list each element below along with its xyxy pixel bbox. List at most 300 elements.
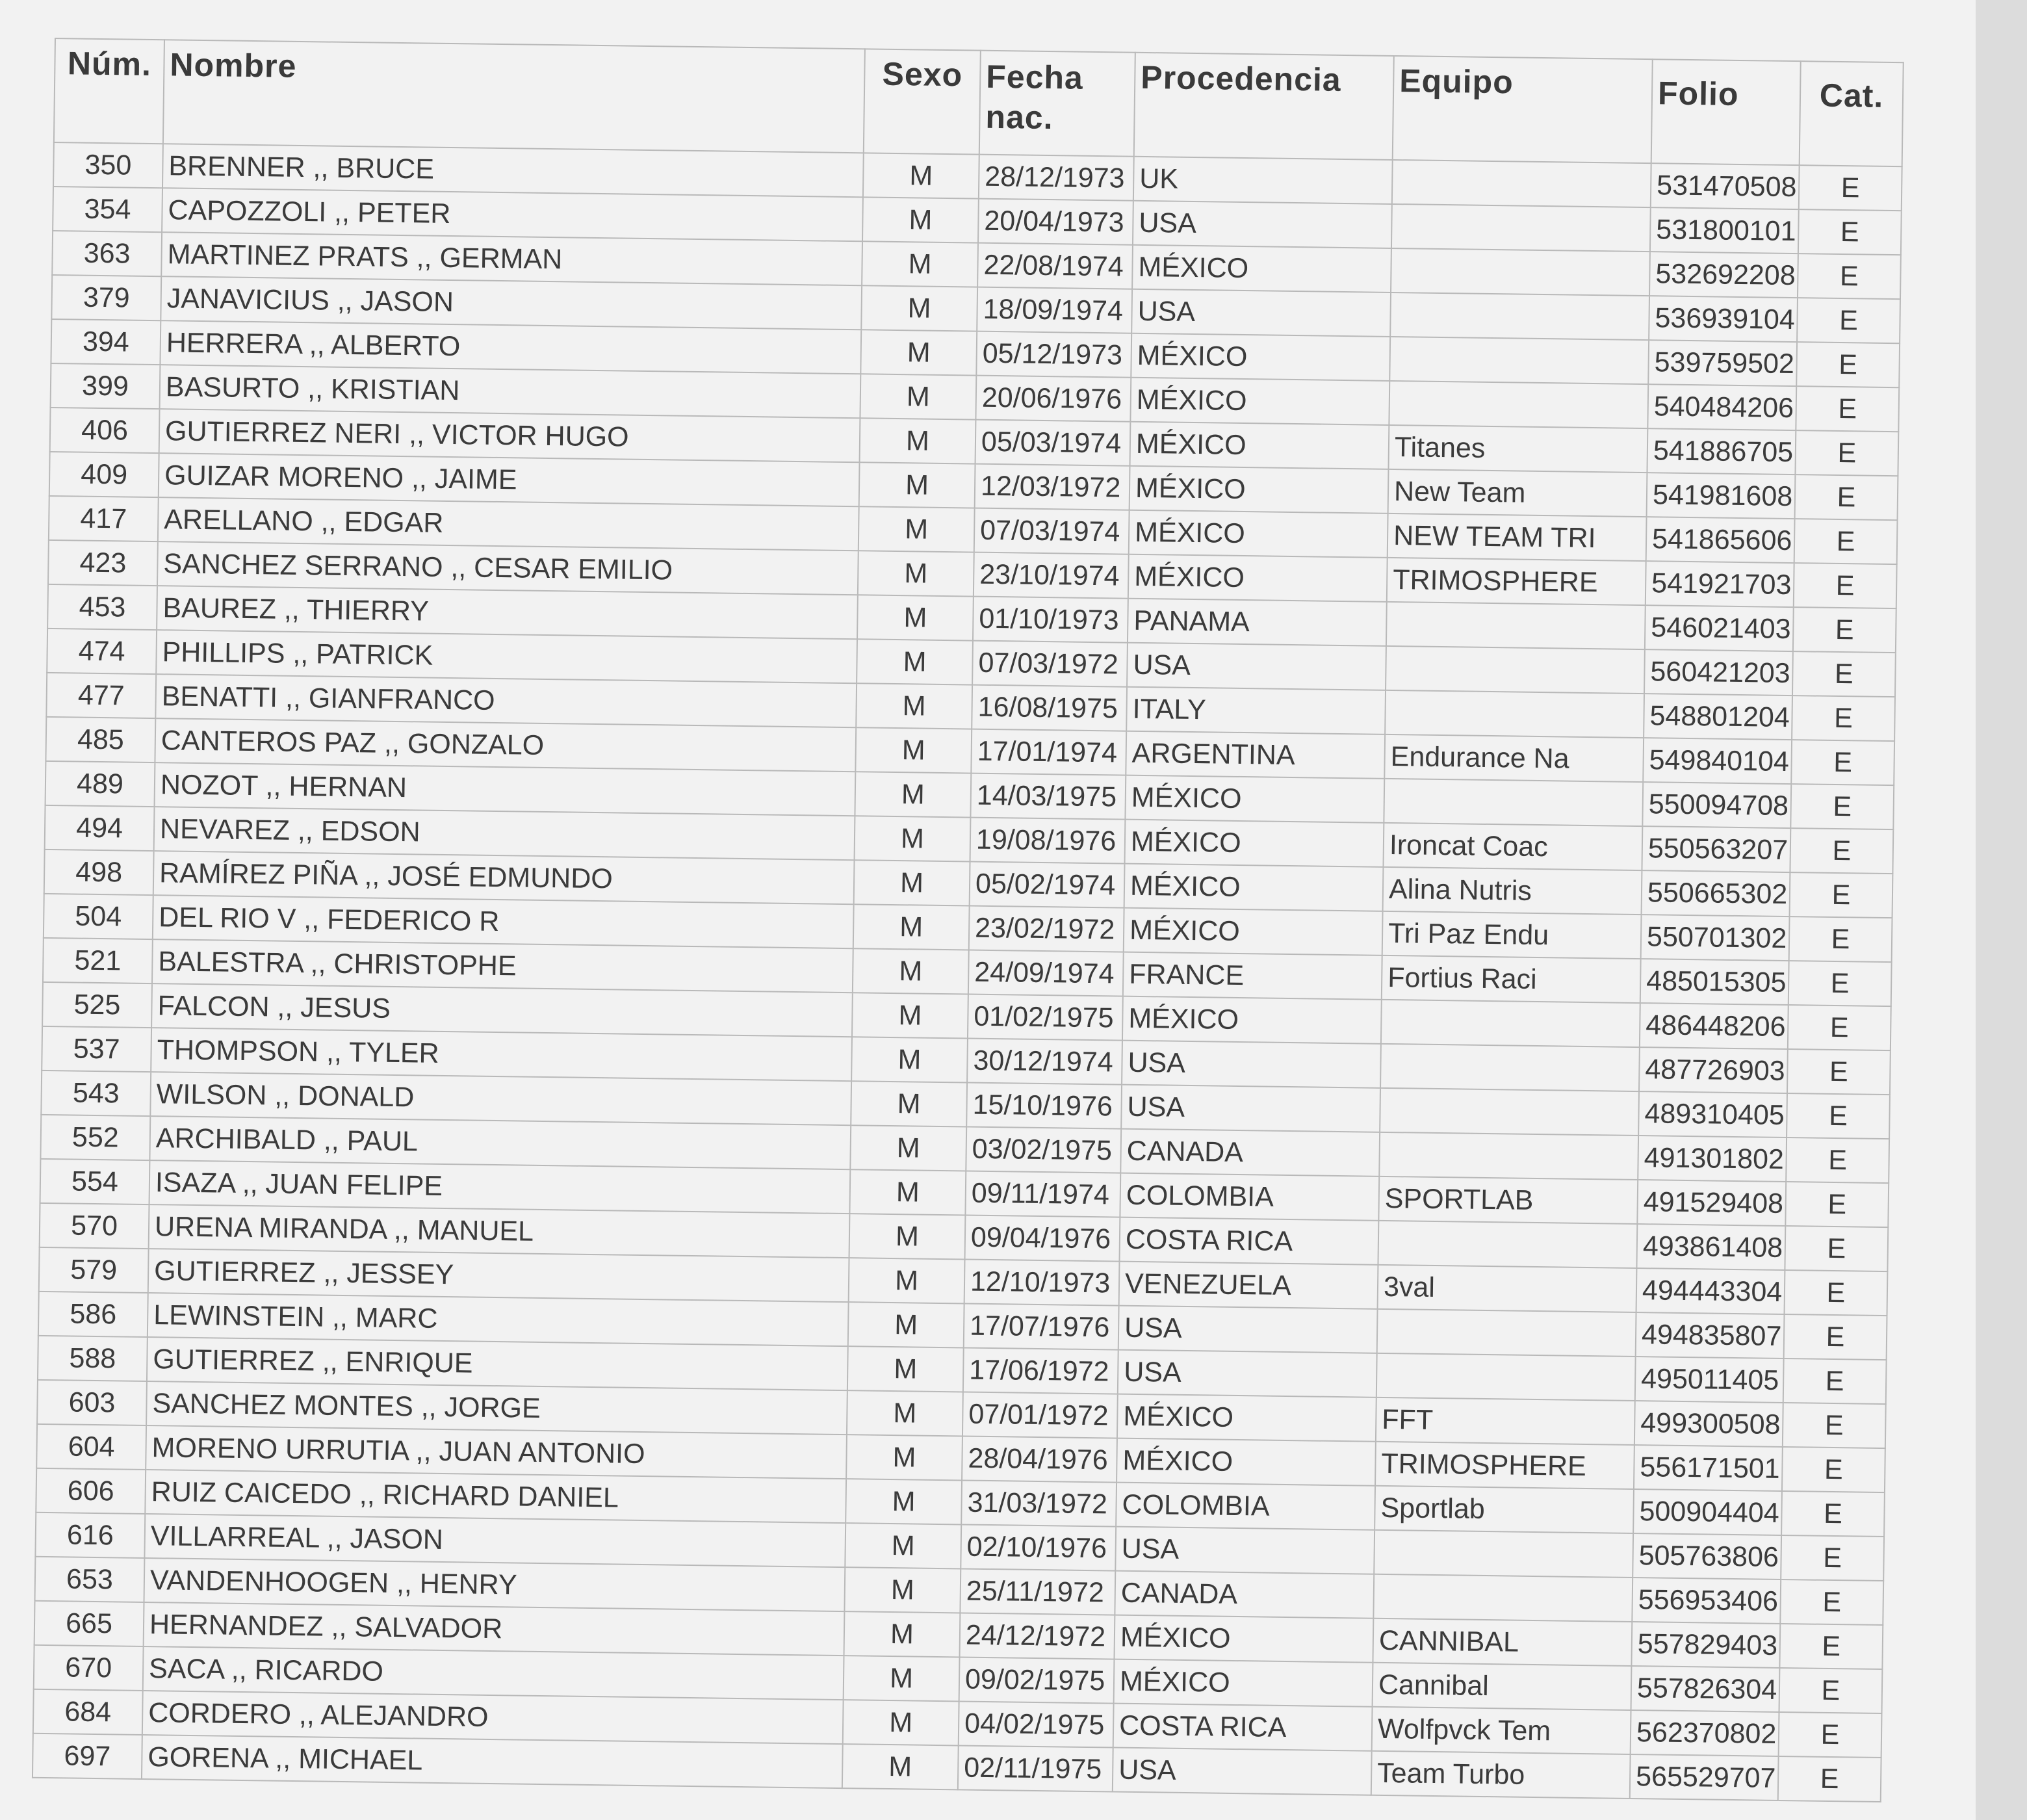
cell-cat: E (1782, 1447, 1885, 1492)
cell-fecha: 09/11/1974 (965, 1171, 1120, 1217)
cell-cat: E (1785, 1182, 1889, 1227)
cell-equipo (1392, 160, 1651, 207)
cell-equipo (1386, 646, 1645, 694)
cell-sexo: M (850, 1125, 966, 1171)
cell-procedencia: USA (1131, 289, 1391, 337)
cell-num: 489 (45, 761, 155, 807)
cell-nombre: NEVAREZ ,, EDSON (154, 807, 855, 860)
cell-num: 363 (52, 231, 162, 276)
cell-cat: E (1788, 961, 1892, 1006)
cell-num: 554 (40, 1159, 150, 1204)
cell-sexo: M (844, 1567, 961, 1613)
cell-nombre: VANDENHOOGEN ,, HENRY (144, 1558, 846, 1611)
cell-folio: 540484206 (1647, 384, 1796, 430)
cell-fecha: 20/04/1973 (978, 199, 1133, 245)
cell-procedencia: ARGENTINA (1126, 731, 1385, 779)
cell-num: 684 (33, 1689, 143, 1735)
cell-procedencia: COLOMBIA (1120, 1173, 1379, 1221)
cell-folio: 487726903 (1639, 1047, 1788, 1093)
cell-procedencia: CANADA (1115, 1571, 1374, 1618)
cell-fecha: 01/02/1975 (968, 994, 1123, 1041)
cell-nombre: GUTIERREZ ,, ENRIQUE (147, 1337, 848, 1390)
cell-sexo: M (848, 1302, 964, 1347)
cell-procedencia: USA (1115, 1527, 1375, 1574)
cell-folio: 494835807 (1636, 1312, 1785, 1358)
cell-num: 525 (42, 982, 152, 1028)
cell-fecha: 25/11/1972 (960, 1568, 1115, 1615)
cell-sexo: M (849, 1214, 966, 1259)
cell-fecha: 17/07/1976 (964, 1303, 1119, 1349)
header-sexo: Sexo (864, 49, 981, 154)
cell-cat: E (1799, 165, 1902, 211)
cell-folio: 493861408 (1636, 1224, 1785, 1270)
cell-num: 537 (42, 1026, 151, 1072)
cell-cat: E (1790, 872, 1893, 918)
cell-procedencia: MÉXICO (1114, 1615, 1373, 1663)
cell-sexo: M (854, 860, 970, 905)
header-fecha: Fecha nac. (979, 51, 1135, 157)
cell-num: 394 (51, 319, 161, 365)
cell-equipo (1378, 1221, 1637, 1268)
cell-folio: 489310405 (1638, 1091, 1787, 1138)
cell-equipo (1373, 1574, 1633, 1622)
cell-cat: E (1785, 1226, 1888, 1271)
cell-nombre: JANAVICIUS ,, JASON (161, 276, 862, 330)
cell-equipo (1379, 1132, 1638, 1180)
cell-sexo: M (860, 330, 977, 375)
cell-sexo: M (862, 241, 978, 287)
cell-procedencia: USA (1127, 643, 1386, 690)
cell-fecha: 22/08/1974 (977, 243, 1133, 289)
cell-fecha: 14/03/1975 (970, 774, 1126, 820)
cell-procedencia: MÉXICO (1131, 333, 1390, 381)
cell-num: 588 (38, 1336, 148, 1381)
cell-nombre: WILSON ,, DONALD (150, 1072, 851, 1125)
cell-sexo: M (858, 551, 974, 596)
cell-procedencia: MÉXICO (1129, 510, 1388, 558)
cell-equipo (1390, 292, 1649, 340)
cell-fecha: 04/02/1975 (959, 1701, 1114, 1747)
header-equipo: Equipo (1393, 56, 1653, 163)
cell-procedencia: COLOMBIA (1116, 1483, 1375, 1530)
cell-sexo: M (851, 1037, 968, 1082)
cell-procedencia: PANAMA (1128, 599, 1387, 646)
cell-procedencia: MÉXICO (1124, 864, 1384, 911)
cell-procedencia: USA (1118, 1350, 1377, 1398)
cell-cat: E (1798, 254, 1901, 299)
cell-fecha: 15/10/1976 (966, 1083, 1122, 1129)
cell-nombre: HERNANDEZ ,, SALVADOR (144, 1602, 845, 1656)
cell-cat: E (1781, 1535, 1884, 1581)
cell-cat: E (1783, 1403, 1886, 1448)
header-procedencia: Procedencia (1134, 53, 1394, 160)
cell-folio: 485015305 (1640, 959, 1789, 1005)
cell-sexo: M (855, 816, 971, 861)
cell-num: 670 (34, 1645, 144, 1691)
table-body (32, 142, 1902, 1802)
cell-fecha: 07/03/1972 (972, 641, 1128, 687)
cell-folio: 550701302 (1641, 915, 1790, 961)
cell-num: 603 (37, 1380, 147, 1425)
cell-nombre: SANCHEZ MONTES ,, JORGE (146, 1381, 847, 1435)
cell-sexo: M (846, 1435, 962, 1480)
cell-fecha: 03/02/1975 (966, 1127, 1121, 1173)
cell-sexo: M (852, 993, 968, 1038)
cell-folio: 541981608 (1647, 473, 1796, 519)
cell-equipo: Team Turbo (1371, 1751, 1631, 1799)
cell-nombre: FALCON ,, JESUS (151, 983, 853, 1037)
cell-sexo: M (849, 1258, 965, 1303)
cell-sexo: M (857, 595, 974, 640)
cell-cat: E (1791, 740, 1894, 785)
cell-equipo: 3val (1378, 1265, 1637, 1312)
cell-fecha: 09/02/1975 (959, 1657, 1115, 1703)
cell-cat: E (1794, 519, 1898, 564)
cell-procedencia: MÉXICO (1117, 1394, 1376, 1442)
cell-nombre: URENA MIRANDA ,, MANUEL (149, 1204, 850, 1258)
cell-cat: E (1787, 1049, 1891, 1095)
cell-fecha: 09/04/1976 (965, 1215, 1120, 1261)
cell-fecha: 16/08/1975 (972, 685, 1127, 731)
cell-equipo: CANNIBAL (1373, 1618, 1632, 1666)
cell-folio: 505763806 (1633, 1533, 1781, 1580)
cell-equipo (1377, 1309, 1636, 1357)
cell-procedencia: UK (1133, 157, 1393, 204)
cell-equipo: New Team (1388, 469, 1647, 517)
cell-folio: 532692208 (1649, 252, 1798, 298)
cell-sexo: M (859, 506, 975, 552)
cell-procedencia: COSTA RICA (1113, 1704, 1373, 1751)
cell-nombre: CAPOZZOLI ,, PETER (162, 188, 863, 241)
cell-nombre: GUTIERREZ NERI ,, VICTOR HUGO (159, 409, 860, 462)
cell-num: 379 (51, 275, 161, 320)
cell-nombre: MARTINEZ PRATS ,, GERMAN (161, 232, 862, 285)
cell-folio: 562370802 (1631, 1710, 1779, 1756)
cell-procedencia: MÉXICO (1128, 554, 1388, 602)
cell-folio: 541865606 (1646, 517, 1795, 563)
cell-nombre: GORENA ,, MICHAEL (142, 1735, 843, 1788)
cell-fecha: 07/03/1974 (974, 508, 1130, 554)
cell-procedencia: USA (1122, 1041, 1381, 1088)
cell-num: 665 (34, 1601, 144, 1646)
cell-equipo (1384, 779, 1643, 826)
cell-equipo: Endurance Na (1384, 734, 1644, 782)
cell-sexo: M (846, 1479, 962, 1524)
cell-fecha: 05/03/1974 (975, 420, 1131, 466)
cell-sexo: M (859, 462, 975, 508)
cell-folio: 500904404 (1633, 1489, 1782, 1535)
cell-folio: 550563207 (1642, 826, 1790, 872)
cell-num: 521 (43, 938, 153, 983)
cell-num: 477 (46, 673, 156, 718)
cell-folio: 548801204 (1644, 694, 1792, 740)
cell-nombre: VILLARREAL ,, JASON (144, 1514, 846, 1567)
cell-fecha: 05/12/1973 (976, 332, 1131, 378)
cell-equipo (1380, 1088, 1639, 1136)
cell-folio: 541921703 (1646, 561, 1794, 607)
cell-equipo: FFT (1376, 1398, 1635, 1445)
cell-folio: 565529707 (1630, 1754, 1779, 1800)
cell-nombre: BAUREZ ,, THIERRY (157, 586, 858, 639)
document-page (32, 38, 1904, 1802)
cell-sexo: M (855, 772, 971, 817)
cell-fecha: 02/11/1975 (958, 1745, 1113, 1791)
cell-cat: E (1780, 1580, 1883, 1625)
cell-procedencia: USA (1133, 201, 1392, 248)
cell-fecha: 31/03/1972 (961, 1480, 1117, 1526)
cell-fecha: 30/12/1974 (967, 1039, 1122, 1085)
cell-num: 354 (53, 187, 162, 232)
cell-num: 616 (35, 1513, 145, 1558)
cell-nombre: ISAZA ,, JUAN FELIPE (149, 1160, 851, 1214)
cell-folio: 550094708 (1642, 782, 1791, 828)
cell-nombre: MORENO URRUTIA ,, JUAN ANTONIO (146, 1425, 847, 1479)
cell-cat: E (1785, 1270, 1888, 1316)
cell-nombre: PHILLIPS ,, PATRICK (156, 630, 857, 683)
cell-cat: E (1795, 430, 1898, 476)
cell-equipo: Alina Nutris (1383, 867, 1642, 915)
cell-sexo: M (853, 948, 969, 994)
cell-nombre: SANCHEZ SERRANO ,, CESAR EMILIO (157, 541, 859, 595)
cell-sexo: M (844, 1656, 960, 1701)
cell-fecha: 19/08/1976 (970, 818, 1126, 864)
cell-equipo (1389, 337, 1649, 384)
cell-sexo: M (860, 374, 976, 419)
cell-num: 606 (36, 1468, 146, 1514)
cell-num: 485 (45, 717, 155, 762)
cell-procedencia: ITALY (1126, 687, 1386, 734)
cell-folio: 531800101 (1650, 207, 1799, 254)
cell-sexo: M (863, 153, 979, 198)
cell-folio: 536939104 (1649, 296, 1798, 342)
cell-folio: 491301802 (1638, 1136, 1787, 1182)
cell-num: 406 (50, 408, 160, 453)
cell-cat: E (1779, 1624, 1883, 1669)
participants-table (32, 38, 1904, 1802)
cell-sexo: M (844, 1611, 961, 1657)
cell-procedencia: MÉXICO (1122, 996, 1382, 1044)
cell-folio: 557826304 (1631, 1666, 1780, 1712)
cell-procedencia: MÉXICO (1132, 245, 1391, 292)
cell-folio: 560421203 (1644, 649, 1793, 696)
header-num: Núm. (54, 38, 164, 144)
cell-nombre: GUTIERREZ ,, JESSEY (148, 1249, 849, 1302)
cell-cat: E (1790, 828, 1893, 874)
cell-num: 697 (32, 1734, 142, 1779)
cell-equipo (1389, 381, 1648, 428)
cell-equipo: NEW TEAM TRI (1388, 514, 1647, 561)
cell-sexo: M (860, 418, 976, 463)
cell-cat: E (1786, 1138, 1889, 1183)
cell-num: 570 (40, 1203, 149, 1249)
cell-nombre: THOMPSON ,, TYLER (151, 1028, 852, 1081)
cell-nombre: HERRERA ,, ALBERTO (160, 320, 861, 374)
cell-sexo: M (856, 683, 972, 729)
cell-nombre: ARELLANO ,, EDGAR (158, 497, 859, 551)
cell-equipo: Cannibal (1373, 1663, 1632, 1710)
cell-nombre: BASURTO ,, KRISTIAN (160, 365, 861, 418)
cell-folio: 491529408 (1637, 1180, 1786, 1226)
cell-num: 423 (48, 540, 158, 586)
cell-cat: E (1792, 651, 1896, 697)
cell-cat: E (1797, 298, 1900, 343)
cell-equipo: Tri Paz Endu (1382, 911, 1642, 959)
cell-sexo: M (842, 1744, 959, 1789)
cell-num: 586 (38, 1292, 148, 1337)
cell-cat: E (1788, 1005, 1891, 1050)
cell-sexo: M (851, 1081, 967, 1126)
cell-folio: 499300508 (1634, 1401, 1783, 1447)
cell-nombre: CANTEROS PAZ ,, GONZALO (155, 718, 856, 772)
cell-cat: E (1790, 784, 1894, 829)
cell-sexo: M (845, 1523, 961, 1568)
cell-fecha: 28/12/1973 (979, 155, 1134, 201)
cell-fecha: 07/01/1972 (962, 1392, 1118, 1438)
cell-nombre: BENATTI ,, GIANFRANCO (155, 674, 857, 727)
cell-folio: 539759502 (1648, 340, 1797, 386)
cell-equipo: Titanes (1388, 425, 1647, 473)
cell-equipo (1391, 248, 1650, 296)
cell-procedencia: FRANCE (1123, 952, 1382, 1000)
cell-nombre: DEL RIO V ,, FEDERICO R (153, 895, 854, 948)
cell-sexo: M (847, 1346, 964, 1392)
cell-folio: 486448206 (1640, 1003, 1788, 1049)
cell-cat: E (1778, 1756, 1881, 1802)
cell-cat: E (1781, 1491, 1885, 1537)
cell-num: 543 (41, 1071, 151, 1116)
cell-equipo (1381, 1000, 1640, 1047)
cell-sexo: M (857, 639, 973, 684)
cell-num: 409 (49, 452, 159, 497)
cell-nombre: CORDERO ,, ALEJANDRO (142, 1691, 844, 1744)
cell-num: 399 (51, 363, 161, 409)
cell-nombre: ARCHIBALD ,, PAUL (149, 1116, 851, 1169)
cell-sexo: M (861, 285, 977, 331)
cell-nombre: RAMÍREZ PIÑA ,, JOSÉ EDMUNDO (153, 851, 855, 904)
cell-nombre: SACA ,, RICARDO (143, 1646, 844, 1700)
cell-sexo: M (855, 727, 972, 773)
cell-fecha: 23/02/1972 (969, 906, 1124, 952)
cell-sexo: M (843, 1700, 959, 1745)
cell-folio: 557829403 (1631, 1622, 1780, 1668)
cell-fecha: 12/03/1972 (975, 464, 1130, 510)
cell-fecha: 24/12/1972 (960, 1613, 1115, 1659)
cell-fecha: 24/09/1974 (968, 950, 1124, 996)
cell-procedencia: CANADA (1120, 1129, 1380, 1176)
cell-num: 453 (47, 584, 157, 630)
cell-fecha: 12/10/1973 (964, 1259, 1120, 1305)
cell-nombre: BALESTRA ,, CHRISTOPHE (152, 939, 853, 993)
cell-fecha: 28/04/1976 (962, 1436, 1117, 1482)
cell-procedencia: USA (1121, 1085, 1380, 1132)
cell-equipo: SPORTLAB (1378, 1176, 1638, 1224)
cell-procedencia: MÉXICO (1130, 466, 1389, 514)
cell-num: 498 (44, 850, 154, 895)
cell-cat: E (1789, 916, 1892, 962)
cell-equipo (1376, 1353, 1636, 1401)
cell-folio: 495011405 (1635, 1357, 1784, 1403)
cell-cat: E (1795, 474, 1898, 520)
cell-cat: E (1787, 1093, 1890, 1139)
cell-fecha: 01/10/1973 (973, 597, 1128, 643)
cell-fecha: 05/02/1974 (970, 862, 1125, 908)
cell-procedencia: USA (1118, 1306, 1378, 1353)
cell-fecha: 18/09/1974 (977, 287, 1132, 333)
cell-equipo: TRIMOSPHERE (1375, 1442, 1634, 1489)
cell-folio: 549840104 (1643, 738, 1792, 784)
header-folio: Folio (1651, 59, 1801, 165)
cell-equipo (1380, 1044, 1640, 1091)
cell-fecha: 23/10/1974 (974, 552, 1129, 599)
cell-cat: E (1779, 1668, 1883, 1713)
cell-fecha: 02/10/1976 (961, 1524, 1116, 1570)
cell-equipo (1391, 204, 1651, 252)
cell-num: 504 (44, 894, 153, 939)
cell-sexo: M (862, 197, 979, 242)
cell-procedencia: USA (1113, 1748, 1372, 1795)
cell-num: 579 (39, 1247, 149, 1293)
cell-nombre: NOZOT ,, HERNAN (155, 762, 856, 816)
page-edge (1976, 0, 2027, 1820)
cell-cat: E (1796, 342, 1900, 387)
cell-equipo: Ironcat Coac (1383, 823, 1642, 870)
cell-equipo: Sportlab (1375, 1486, 1634, 1533)
cell-cat: E (1794, 563, 1897, 608)
cell-num: 653 (35, 1557, 145, 1602)
cell-procedencia: MÉXICO (1125, 775, 1384, 823)
cell-sexo: M (849, 1169, 966, 1215)
cell-equipo (1374, 1530, 1633, 1578)
cell-procedencia: COSTA RICA (1119, 1217, 1378, 1265)
cell-num: 474 (47, 629, 157, 674)
cell-equipo (1386, 602, 1646, 649)
cell-folio: 531470508 (1651, 163, 1800, 209)
cell-folio: 550665302 (1642, 870, 1790, 916)
cell-fecha: 17/01/1974 (971, 729, 1126, 775)
cell-folio: 546021403 (1645, 605, 1794, 651)
cell-procedencia: MÉXICO (1117, 1438, 1376, 1486)
cell-fecha: 20/06/1976 (975, 376, 1131, 422)
cell-folio: 541886705 (1647, 428, 1796, 474)
cell-equipo: Wolfpvck Tem (1372, 1707, 1631, 1754)
cell-num: 417 (49, 496, 159, 541)
cell-num: 350 (53, 142, 163, 188)
cell-folio: 556953406 (1632, 1578, 1781, 1624)
cell-num: 494 (45, 805, 155, 851)
cell-procedencia: MÉXICO (1130, 378, 1389, 425)
cell-cat: E (1784, 1314, 1887, 1360)
cell-sexo: M (847, 1390, 963, 1436)
cell-procedencia: MÉXICO (1125, 820, 1384, 867)
cell-nombre: GUIZAR MORENO ,, JAIME (159, 453, 860, 506)
cell-cat: E (1779, 1712, 1882, 1758)
cell-folio: 556171501 (1634, 1445, 1783, 1491)
cell-fecha: 17/06/1972 (963, 1347, 1118, 1394)
cell-procedencia: MÉXICO (1114, 1659, 1373, 1707)
cell-num: 552 (40, 1115, 150, 1160)
header-nombre: Nombre (163, 40, 865, 153)
cell-equipo: Fortius Raci (1382, 956, 1641, 1003)
cell-nombre: RUIZ CAICEDO ,, RICHARD DANIEL (145, 1470, 846, 1523)
cell-equipo: TRIMOSPHERE (1387, 558, 1646, 605)
cell-num: 604 (36, 1424, 146, 1470)
header-cat: Cat. (1800, 61, 1904, 166)
cell-cat: E (1783, 1358, 1887, 1404)
cell-cat: E (1793, 607, 1896, 653)
cell-equipo (1385, 690, 1644, 738)
cell-procedencia: MÉXICO (1124, 908, 1383, 956)
cell-cat: E (1796, 386, 1899, 432)
